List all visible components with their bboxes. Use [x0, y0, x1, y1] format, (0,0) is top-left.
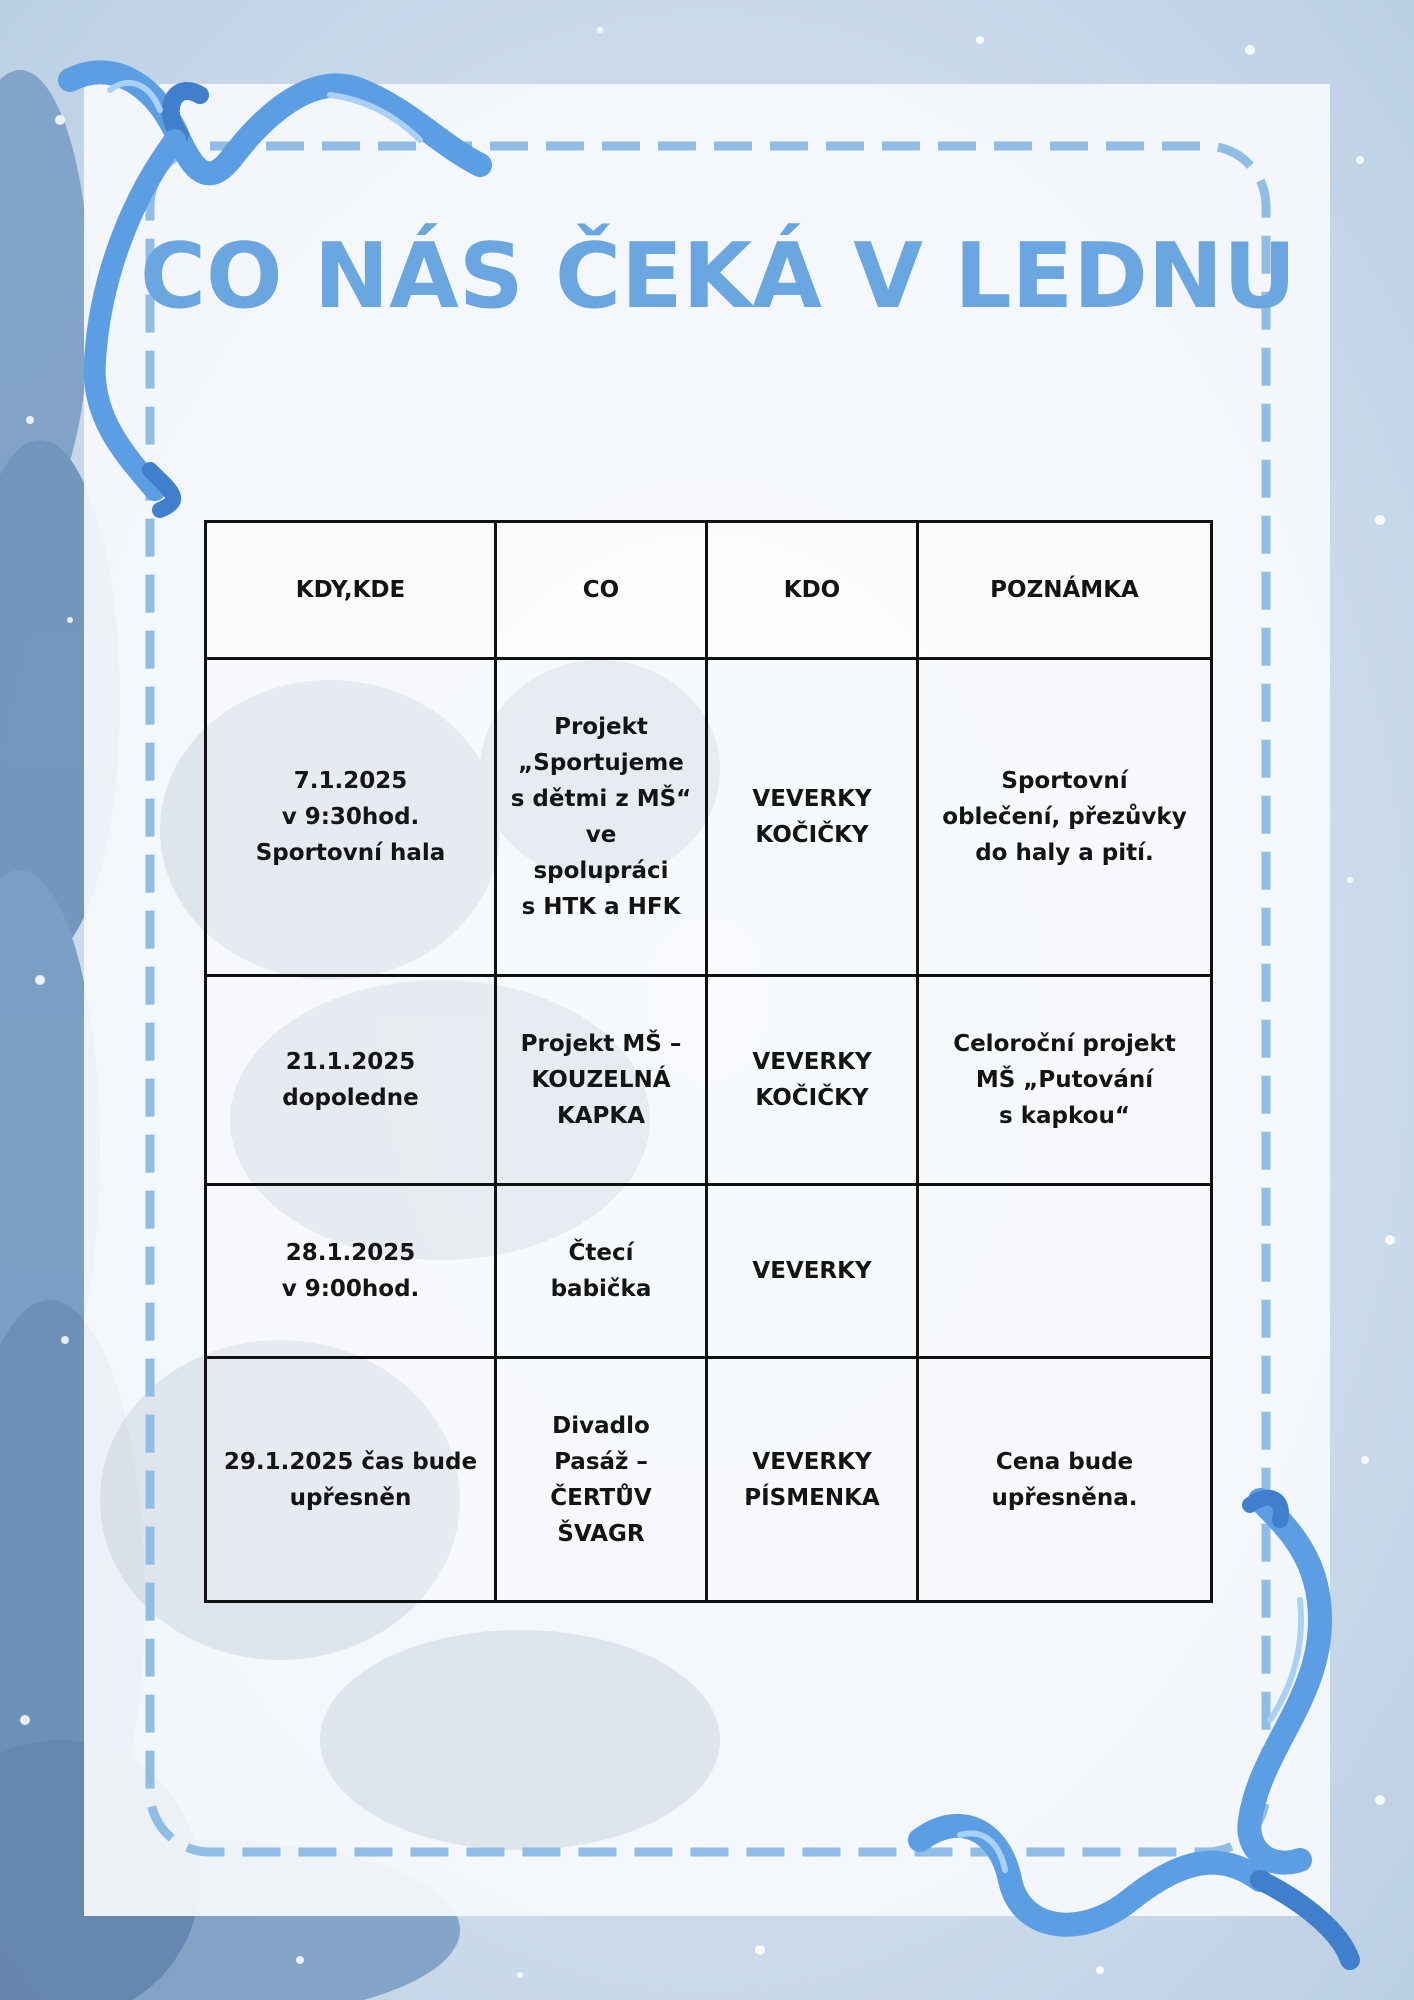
header-poznamka: POZNÁMKA: [918, 522, 1212, 659]
cell-what: Divadlo Pasáž – ČERTŮV ŠVAGR: [496, 1358, 707, 1602]
cell-note: [918, 1185, 1212, 1358]
cell-note: Sportovní oblečení, přezůvky do haly a pití.: [918, 659, 1212, 976]
header-kdy-kde: KDY,KDE: [206, 522, 496, 659]
header-kdo: KDO: [707, 522, 918, 659]
cell-who: VEVERKY KOČIČKY: [707, 659, 918, 976]
schedule-table: [204, 520, 1213, 1603]
table-row: [206, 1358, 1212, 1602]
cell-when-where: 21.1.2025 dopoledne: [206, 976, 496, 1185]
page-title: CO NÁS ČEKÁ V LEDNU: [140, 224, 1297, 329]
table-row: [206, 659, 1212, 976]
table-row: [206, 976, 1212, 1185]
table-header-row: [206, 522, 1212, 659]
cell-what: Projekt MŠ – KOUZELNÁ KAPKA: [496, 976, 707, 1185]
cell-note: Cena bude upřesněna.: [918, 1358, 1212, 1602]
header-co: CO: [496, 522, 707, 659]
cell-who: VEVERKY PÍSMENKA: [707, 1358, 918, 1602]
cell-when-where: 29.1.2025 čas bude upřesněn: [206, 1358, 496, 1602]
cell-when-where: 7.1.2025 v 9:30hod. Sportovní hala: [206, 659, 496, 976]
cell-what: Projekt „Sportujeme s dětmi z MŠ“ ve spolupráci s HTK a HFK: [496, 659, 707, 976]
cell-when-where: 28.1.2025 v 9:00hod.: [206, 1185, 496, 1358]
cell-who: VEVERKY: [707, 1185, 918, 1358]
cell-note: Celoroční projekt MŠ „Putování s kapkou“: [918, 976, 1212, 1185]
cell-who: VEVERKY KOČIČKY: [707, 976, 918, 1185]
table-row: [206, 1185, 1212, 1358]
cell-what: Čtecí babička: [496, 1185, 707, 1358]
